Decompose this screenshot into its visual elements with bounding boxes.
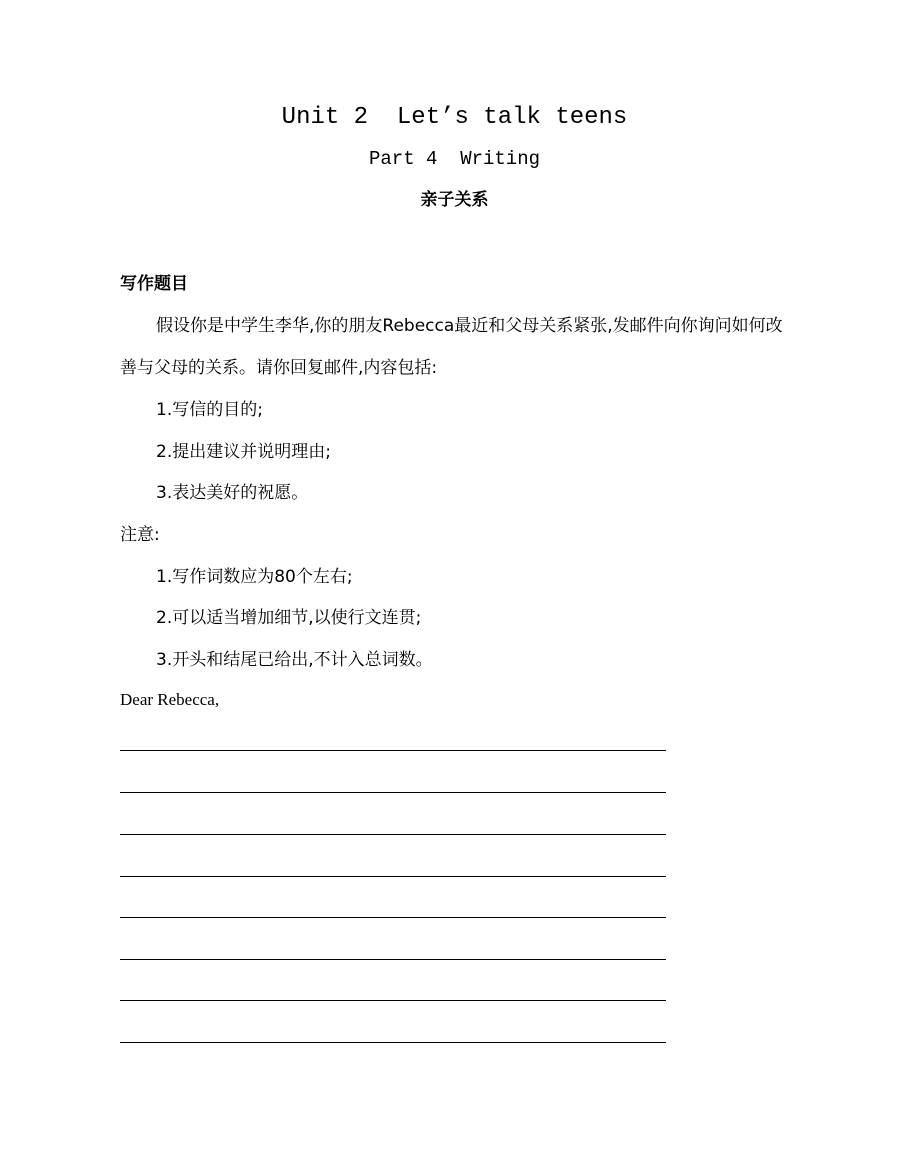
requirement-item: 2.提出建议并说明理由; (156, 442, 331, 462)
note-item: 1.写作词数应为80个左右; (156, 567, 353, 587)
requirement-item: 3.表达美好的祝愿。 (156, 483, 309, 503)
answer-line[interactable] (120, 959, 666, 960)
answer-line[interactable] (120, 834, 666, 835)
answer-line[interactable] (120, 1042, 666, 1043)
answer-line[interactable] (120, 876, 666, 877)
answer-line[interactable] (120, 750, 666, 751)
note-item: 3.开头和结尾已给出,不计入总词数。 (156, 650, 433, 670)
topic-heading: 亲子关系 (420, 190, 489, 210)
part-subtitle: Part 4 Writing (368, 148, 541, 170)
requirement-item: 1.写信的目的; (156, 400, 263, 420)
note-item: 2.可以适当增加细节,以使行文连贯; (156, 608, 422, 628)
answer-line[interactable] (120, 917, 666, 918)
writing-prompt: 假设你是中学生李华,你的朋友Rebecca最近和父母关系紧张,发邮件向你询问如何改善与父母的关系。请你回复邮件,内容包括: (120, 316, 783, 378)
notes-heading: 注意: (120, 525, 160, 545)
answer-line[interactable] (120, 792, 666, 793)
section-heading: 写作题目 (120, 274, 188, 294)
answer-line[interactable] (120, 1000, 666, 1001)
letter-greeting: Dear Rebecca, (120, 690, 220, 709)
unit-title: Unit 2 Let’s talk teens (281, 104, 628, 131)
